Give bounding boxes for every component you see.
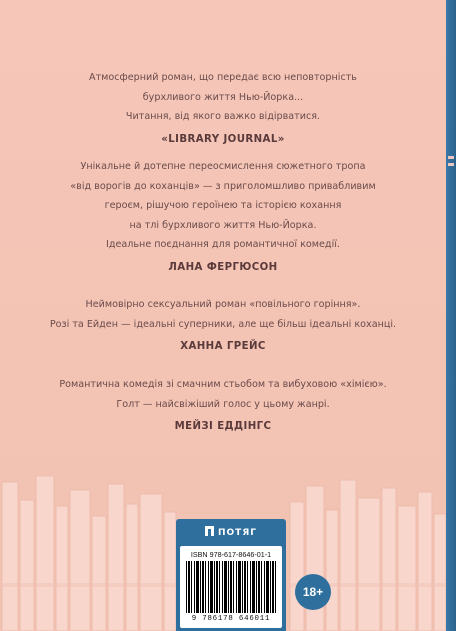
review-line: Унікальне й дотепне переосмислення сюжетного тропа — [80, 161, 366, 172]
review-line: героєм, рішучою героїнею та історією кохання — [104, 200, 342, 212]
train-logo-icon — [205, 526, 214, 536]
age-rating-badge: 18+ — [295, 574, 331, 610]
review-line: на тлі бурхливого життя Нью-Йорка. — [129, 219, 317, 231]
review-line: бурхливого життя Нью-Йорка... — [142, 91, 304, 103]
publisher-logo — [176, 525, 286, 541]
review-lana-ferguson — [0, 157, 446, 278]
review-author: МЕЙЗІ ЕДДІНГС — [174, 421, 272, 433]
review-author: ЛАНА ФЕРГЮСОН — [168, 261, 278, 273]
publisher-name: ПОТЯГ — [218, 528, 257, 538]
review-line: Неймовірно сексуальний роман «повільного горіння». — [85, 299, 361, 310]
barcode-box — [180, 546, 282, 628]
review-meizy-eddings — [0, 375, 446, 437]
spine-mark — [448, 156, 454, 159]
review-line: Романтична комедія зі смачним стьобом та вибуховою «хімією». — [59, 379, 387, 390]
barcode-bars — [186, 561, 276, 613]
publisher-barcode-panel — [176, 519, 286, 631]
review-line: Атмосферний роман, що передає всю неповторність — [89, 72, 357, 83]
review-author: ХАННА ГРЕЙС — [180, 341, 266, 353]
barcode-digits: 9 786178 646011 — [191, 615, 271, 623]
review-line: «від ворогів до коханців» — з приголомшливо привабливим — [70, 180, 376, 192]
review-line: Розі та Ейден — ідеальні суперники, але ще більш ідеальні коханці. — [49, 318, 397, 330]
review-line: Голт — найсвіжіший голос у цьому жанрі. — [116, 398, 330, 410]
review-line: Читання, від якого важко відірватися. — [125, 111, 321, 123]
review-library-journal — [0, 68, 446, 149]
isbn-text: ISBN 978-617-8646-01-1 — [190, 550, 272, 559]
review-hanna-grace — [0, 295, 446, 357]
review-line: Ідеальне поєднання для романтичної комедії. — [106, 239, 340, 251]
review-author: «LIBRARY JOURNAL» — [161, 133, 285, 145]
spine-mark — [448, 163, 454, 166]
book-spine-edge — [446, 0, 456, 631]
